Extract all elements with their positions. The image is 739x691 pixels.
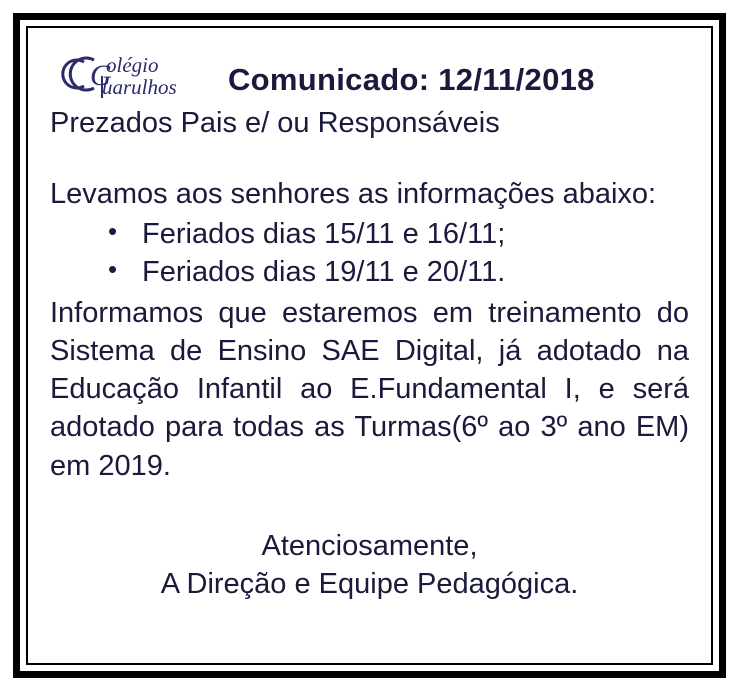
header	[50, 42, 689, 104]
signature-closing: Atenciosamente,	[261, 529, 478, 562]
list-item: • Feriados dias 19/11 e 20/11.	[50, 253, 689, 291]
svg-text:olégio: olégio	[106, 53, 159, 77]
inner-border	[26, 26, 713, 665]
signature-author: A Direção e Equipe Pedagógica.	[160, 568, 579, 601]
body-paragraph: Informamos que estaremos em treinamento do Sistema de Ensino SAE Digital, já adotado na Educação Infantil ao E.Fundamental I, e será adotado para todas as Turmas(6º ao 3º ano EM) em 2019.	[50, 296, 689, 482]
list-item: • Feriados dias 15/11 e 16/11;	[50, 215, 689, 253]
holiday-list	[50, 215, 689, 292]
outer-border	[13, 13, 726, 678]
svg-text:uarulhos: uarulhos	[102, 75, 177, 99]
signature-block	[50, 527, 689, 604]
intro-paragraph: Levamos aos senhores as informações abaixo:	[50, 177, 657, 210]
svg-text:G: G	[90, 59, 112, 92]
page-title: Comunicado: 12/11/2018	[228, 62, 595, 97]
colegio-guarulhos-logo-icon	[50, 42, 222, 104]
greeting-line: Prezados Pais e/ ou Responsáveis	[50, 107, 500, 139]
